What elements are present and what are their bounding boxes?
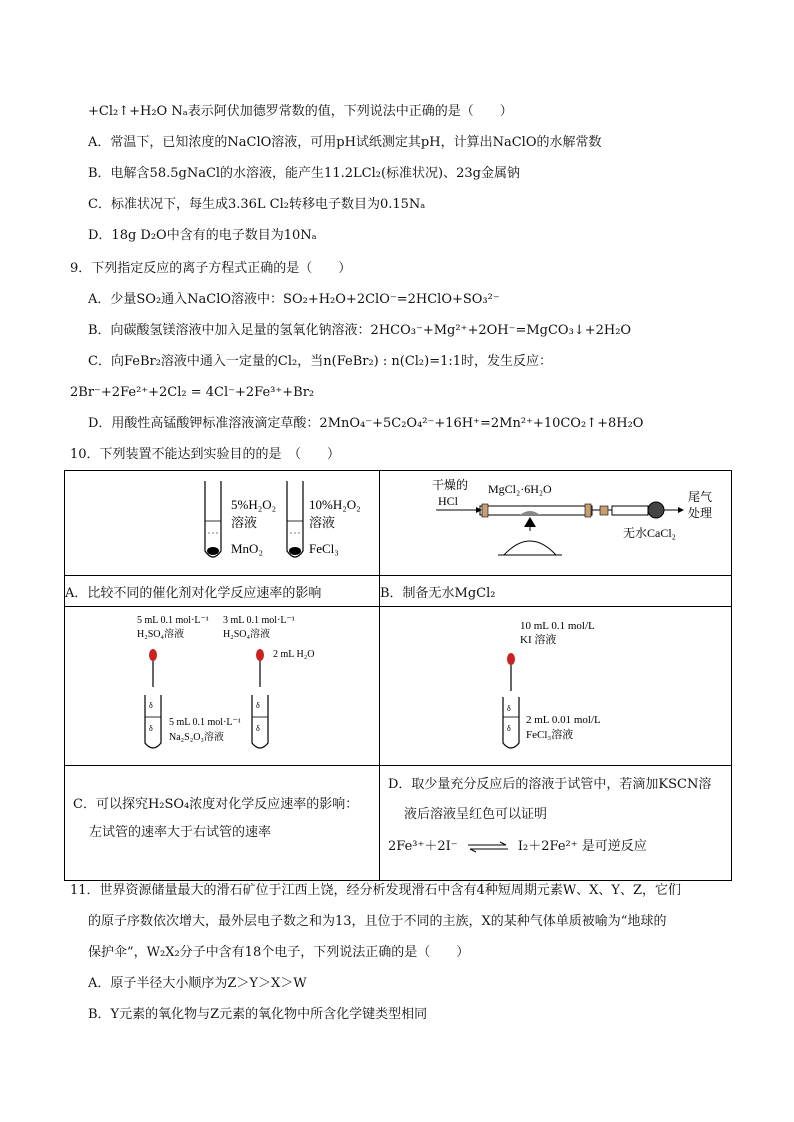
fig-a-left-label-3: MnO₂ (231, 541, 263, 556)
fig-a-right-label-1: 10%H₂O₂ (309, 497, 361, 512)
fig-d-drop-2: KI 溶液 (520, 634, 557, 646)
figure-a-test-tubes (65, 471, 380, 571)
svg-text:δ: δ (149, 724, 153, 733)
svg-text:δ: δ (256, 724, 260, 733)
fig-b-solid-label: MgCl₂·6H₂O (488, 482, 552, 496)
fig-b-tail-1: 尾气 (688, 490, 713, 504)
q11-option-a: A．原子半径大小顺序为Z＞Y＞X＞W (88, 976, 307, 991)
q11-option-b: B．Y元素的氧化物与Z元素的氧化物中所含化学键类型相同 (88, 1007, 428, 1022)
caption-c-cell (65, 766, 380, 881)
fig-b-gas-2: HCl (438, 494, 459, 508)
caption-b: B．制备无水MgCl₂ (380, 576, 732, 607)
q10-apparatus-table (64, 470, 732, 881)
fig-c-drop-left-1: 5 mL 0.1 mol·L⁻¹ (137, 615, 209, 626)
q11-stem-line-2: 的原子序数依次增大，最外层电子数之和为13，且位于不同的主族，X的某种气体单质被喻为“地球的 (88, 914, 667, 929)
fig-b-gas-1: 干燥的 (432, 478, 469, 492)
q10-stem: 10．下列装置不能达到实验目的的是 （ ） (70, 447, 341, 462)
q8-stem: +Cl₂↑+H₂O Nₐ表示阿伏加德罗常数的值，下列说法中正确的是（ ） (88, 104, 513, 119)
fig-a-left-label-2: 溶液 (231, 515, 258, 530)
caption-c-line-1: C．可以探究H₂SO₄浓度对化学反应速率的影响： (73, 797, 359, 812)
d-eq-right: I₂＋2Fe²⁺ 是可逆反应 (517, 839, 647, 854)
q11-stem-line-1: 11．世界资源储量最大的滑石矿位于江西上饶，经分析发现滑石中含有4种短周期元素W、X、Y、Z，它们 (70, 883, 682, 898)
fig-c-drop-left-2: H₂SO₄溶液 (137, 629, 184, 640)
caption-d-cell (380, 766, 732, 881)
svg-text:δ: δ (256, 701, 260, 710)
q11-stem-line-3: 保护伞”，W₂X₂分子中含有18个电子，下列说法正确的是（ ） (88, 945, 470, 960)
q8-option-c: C．标准状况下，每生成3.36L Cl₂转移电子数目为0.15Nₐ (88, 197, 426, 212)
fig-c-water-label: 2 mL H₂O (273, 649, 315, 660)
caption-c-line-2: 左试管的速率大于右试管的速率 (89, 825, 272, 840)
fig-c-drop-right-2: H₂SO₄溶液 (223, 629, 270, 640)
caption-a: A．比较不同的催化剂对化学反应速率的影响 (65, 576, 380, 607)
figure-d-test-tube (380, 607, 732, 761)
fig-c-tube-label-1: 5 mL 0.1 mol·L⁻¹ (169, 717, 241, 728)
q9-stem: 9．下列指定反应的离子方程式正确的是（ ） (70, 261, 352, 276)
fig-a-left-label-1: 5%H₂O₂ (231, 497, 277, 512)
figure-d-cell (380, 607, 732, 766)
q8-option-b: B．电解含58.5gNaCl的水溶液，能产生11.2LCl₂(标准状况)、23g金属钠 (88, 166, 520, 181)
q8-option-d: D．18g D₂O中含有的电子数目为10Nₐ (88, 228, 317, 243)
q9-option-a: A．少量SO₂通入NaClO溶液中：SO₂+H₂O+2ClO⁻=2HClO+SO₃²⁻ (88, 292, 500, 307)
svg-text:δ: δ (507, 704, 511, 713)
caption-d-line-1: D．取少量充分反应后的溶液于试管中，若滴加KSCN溶 (388, 777, 712, 792)
q9-option-c: C．向FeBr₂溶液中通入一定量的Cl₂，当n(FeBr₂) : n(Cl₂)=1:1时，发生反应： (88, 354, 553, 369)
q9-option-c-equation: 2Br⁻+2Fe²⁺+2Cl₂ = 4Cl⁻+2Fe³⁺+Br₂ (70, 385, 315, 400)
equilibrium-arrow-icon (466, 841, 510, 853)
figure-b-cell (380, 471, 732, 576)
fig-a-right-label-2: 溶液 (309, 515, 336, 530)
svg-text:δ: δ (507, 724, 511, 733)
svg-text:δ: δ (149, 701, 153, 710)
q9-option-b: B．向碳酸氢镁溶液中加入足量的氢氧化钠溶液：2HCO₃⁻+Mg²⁺+2OH⁻=MgCO₃↓+2H₂O (88, 323, 632, 338)
fig-b-drier-label: 无水CaCl₂ (623, 526, 676, 540)
d-eq-left: 2Fe³⁺＋2I⁻ (388, 839, 458, 854)
fig-a-right-label-3: FeCl₃ (309, 541, 339, 556)
fig-d-drop-1: 10 mL 0.1 mol/L (520, 620, 595, 632)
figure-b-apparatus (380, 471, 732, 571)
fig-c-tube-label-2: Na₂S₂O₃溶液 (169, 732, 224, 743)
fig-d-tube-2: FeCl₃溶液 (526, 729, 574, 741)
q9-option-d: D．用酸性高锰酸钾标准溶液滴定草酸：2MnO₄⁻+5C₂O₄²⁻+16H⁺=2Mn²⁺+10CO₂↑+8H₂O (88, 416, 644, 431)
caption-d-equation (388, 838, 721, 856)
fig-c-drop-right-1: 3 mL 0.1 mol·L⁻¹ (223, 615, 295, 626)
q8-option-a: A．常温下，已知浓度的NaClO溶液，可用pH试纸测定其pH，计算出NaClO的水解常数 (88, 135, 602, 150)
caption-d-line-2: 液后溶液呈红色可以证明 (404, 807, 548, 822)
figure-a-cell (65, 471, 380, 576)
fig-b-tail-2: 处理 (688, 506, 713, 520)
figure-c-cell (65, 607, 380, 766)
fig-d-tube-1: 2 mL 0.01 mol/L (526, 714, 601, 726)
figure-c-test-tubes (65, 607, 380, 761)
